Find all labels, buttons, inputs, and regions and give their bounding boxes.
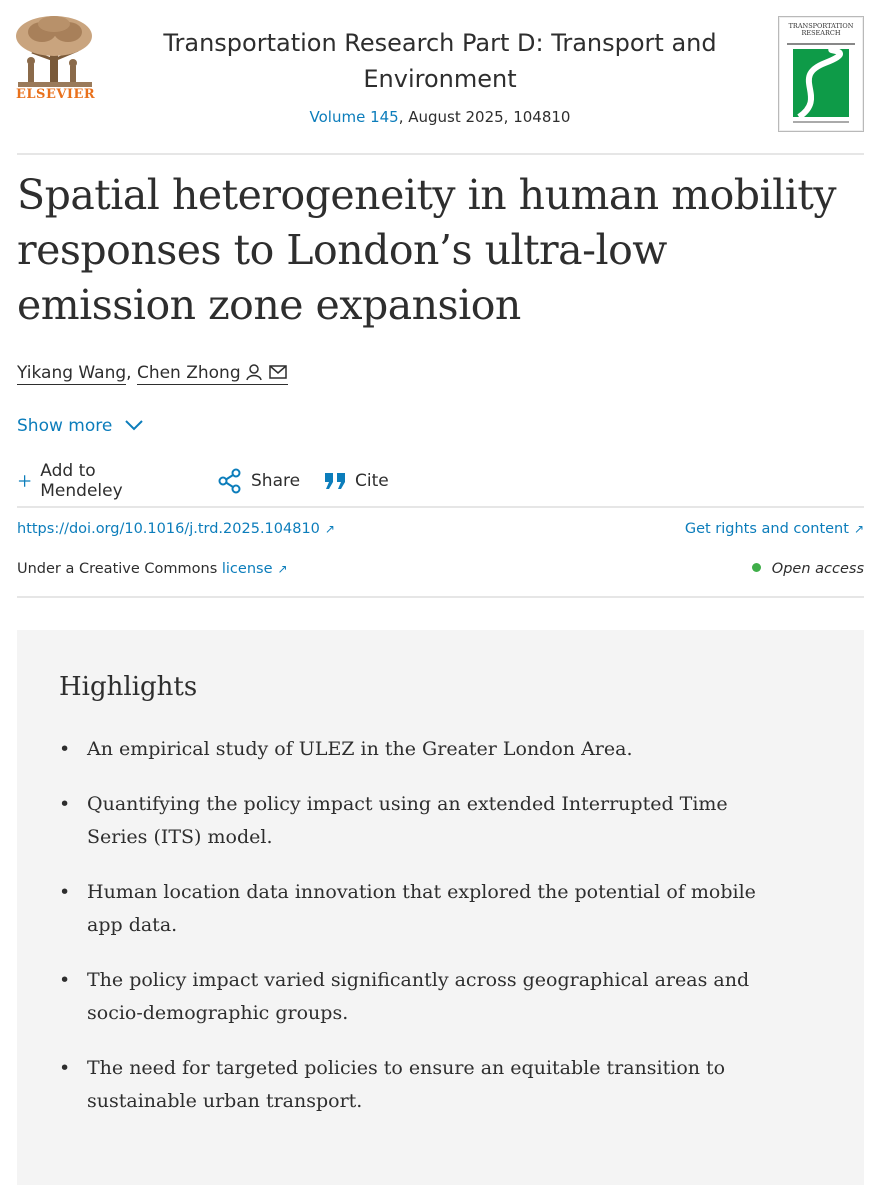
share-label: Share: [251, 471, 301, 491]
bullet-icon: •: [59, 881, 71, 903]
person-icon: [245, 363, 263, 381]
external-link-icon: ↗: [853, 522, 864, 536]
author-link[interactable]: Yikang Wang: [17, 363, 127, 383]
mendeley-label: Add to Mendeley: [40, 461, 123, 501]
open-access-label: Open access: [771, 561, 864, 577]
add-to-mendeley-button[interactable]: [17, 461, 131, 501]
rights-text: Get rights and content: [684, 521, 849, 537]
header-divider: [17, 153, 864, 155]
author-icons: [245, 363, 288, 386]
cover-title-text: TRANSPORTATION RESEARCH: [788, 22, 854, 37]
show-more-button[interactable]: [17, 416, 144, 436]
volume-info: [110, 108, 770, 126]
highlight-text: An empirical study of ULEZ in the Greater London Area.: [87, 738, 633, 760]
highlights-section: [17, 630, 864, 1185]
elsevier-wordmark[interactable]: ELSEVIER: [16, 87, 96, 102]
doi-link[interactable]: [17, 521, 335, 537]
author-name: Chen Zhong: [136, 363, 241, 383]
license-link-text: license: [221, 561, 273, 577]
highlights-list: [59, 733, 759, 1140]
bullet-icon: •: [59, 1057, 71, 1079]
show-more-label: Show more: [17, 416, 113, 436]
article-title: Spatial heterogeneity in human mobility responses to London’s ultra-low emission zone expansion: [17, 171, 837, 329]
journal-title-link[interactable]: Transportation Research Part D: Transport and Environment: [163, 29, 717, 93]
share-button[interactable]: [217, 466, 300, 496]
highlight-item: [59, 1052, 759, 1118]
highlight-text: Human location data innovation that explored the potential of mobile app data.: [87, 881, 756, 936]
issue-info: , August 2025, 104810: [398, 108, 571, 126]
rights-link[interactable]: [685, 521, 864, 537]
external-link-icon: ↗: [277, 562, 288, 576]
license-link[interactable]: [222, 561, 288, 577]
highlight-item: [59, 788, 759, 854]
cite-button[interactable]: [323, 466, 389, 496]
external-link-icon: ↗: [324, 522, 335, 536]
toolbar-divider: [17, 506, 864, 508]
highlights-heading: Highlights: [59, 672, 198, 702]
cite-label: Cite: [355, 471, 389, 491]
bullet-icon: •: [59, 969, 71, 991]
chevron-down-icon: [124, 418, 144, 432]
license-prefix: Under a Creative Commons: [17, 561, 218, 577]
license-line: [17, 561, 288, 577]
journal-cover-thumbnail[interactable]: [778, 16, 864, 132]
author-separator: ,: [126, 363, 132, 383]
meta-divider: [17, 596, 864, 598]
doi-text: https://doi.org/10.1016/j.trd.2025.104810: [17, 521, 320, 537]
highlight-text: The policy impact varied significantly across geographical areas and socio-demographic groups.: [87, 969, 750, 1024]
open-access-badge: [752, 561, 864, 577]
share-icon: [217, 468, 243, 494]
quote-icon: [323, 470, 347, 492]
volume-link[interactable]: Volume 145: [309, 108, 399, 126]
author-list: [17, 363, 288, 386]
journal-header: [0, 0, 883, 155]
bullet-icon: •: [59, 793, 71, 815]
author-link-corresponding[interactable]: [137, 363, 288, 385]
highlight-item: [59, 733, 759, 766]
highlight-text: Quantifying the policy impact using an extended Interrupted Time Series (ITS) model.: [87, 793, 728, 848]
highlight-text: The need for targeted policies to ensure an equitable transition to sustainable urban transport.: [87, 1057, 726, 1112]
highlight-item: [59, 964, 759, 1030]
open-access-dot-icon: [752, 563, 761, 572]
highlight-item: [59, 876, 759, 942]
plus-icon: [17, 469, 32, 493]
bullet-icon: •: [59, 738, 71, 760]
mail-icon: [268, 363, 288, 381]
